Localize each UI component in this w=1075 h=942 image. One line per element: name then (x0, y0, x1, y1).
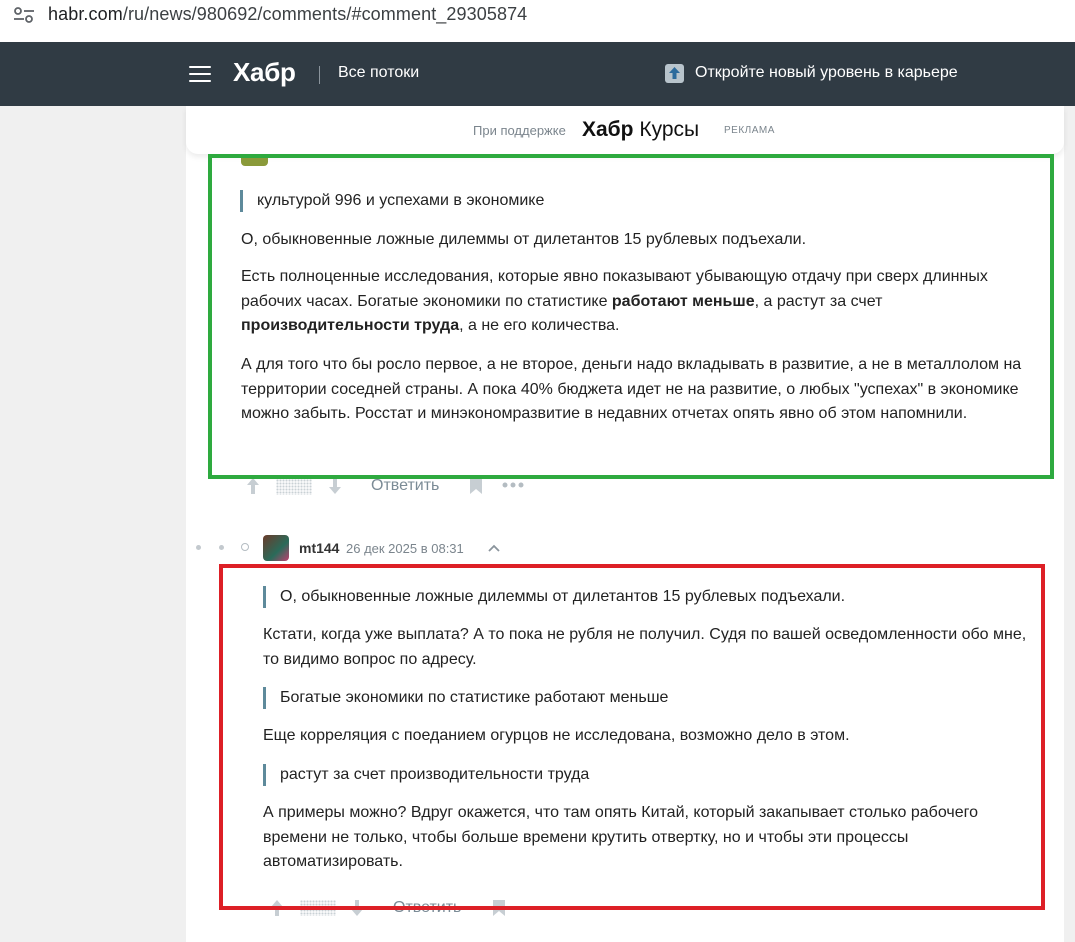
more-icon[interactable] (502, 482, 524, 488)
header-divider (319, 66, 320, 84)
bookmark-icon[interactable] (469, 477, 483, 495)
url-host: habr.com (48, 4, 123, 24)
habr-logo[interactable]: Хабр (233, 57, 296, 87)
comment-quote: О, обыкновенные ложные дилеммы от дилетантов 15 рублевых подъехали. (263, 586, 845, 608)
sponsor-label: При поддержке (473, 123, 566, 138)
url-text[interactable] (48, 4, 527, 25)
site-header (0, 42, 1075, 106)
highlight-green-box (208, 154, 1054, 479)
score-placeholder (276, 479, 312, 495)
comment-author[interactable]: mt144 (299, 540, 340, 556)
reply-button[interactable]: Ответить (393, 899, 462, 916)
all-flows-link[interactable]: Все потоки (338, 64, 420, 81)
chevron-up-icon[interactable] (487, 543, 501, 553)
downvote-icon[interactable] (328, 477, 342, 495)
browser-address-bar[interactable] (0, 0, 1075, 42)
upvote-icon[interactable] (246, 477, 260, 495)
comment-quote: культурой 996 и успехами в экономике (240, 190, 544, 212)
comment-paragraph: Еще корреляция с поеданием огурцов не исследована, возможно дело в этом. (263, 727, 850, 744)
url-path: /ru/news/980692/comments/#comment_29305874 (122, 4, 528, 24)
comment-paragraph: Кстати, когда уже выплата? А то пока не рубля не получил. Судя по вашей осведомленности обо мне, то видимо вопрос по адресу. (263, 626, 1027, 668)
comment-timestamp[interactable]: 26 дек 2025 в 08:31 (346, 541, 464, 556)
reply-button[interactable]: Ответить (371, 477, 440, 494)
ad-label: РЕКЛАМА (724, 125, 775, 136)
site-settings-icon[interactable] (12, 6, 36, 24)
comment-paragraph: Есть полноценные исследования, которые явно показывают убывающую отдачу при сверх длинных рабочих часах. Богатые экономики по статистике работают меньше, а растут за счет производительности труда, а не его количества. (241, 268, 988, 334)
arrow-up-icon[interactable] (665, 64, 684, 83)
comment-quote: Богатые экономики по статистике работают меньше (263, 687, 668, 709)
comment-quote: растут за счет производительности труда (263, 764, 589, 786)
comment-paragraph: О, обыкновенные ложные дилеммы от дилетантов 15 рублевых подъехали. (241, 231, 807, 248)
comment-paragraph: А примеры можно? Вдруг окажется, что там опять Китай, который закапывает столько рабочего времени не только, чтобы больше времени крутить отвертку, но и чтобы эти процессы автоматизировать. (263, 804, 978, 870)
habr-courses-logo[interactable]: Хабр Курсы (582, 118, 700, 141)
menu-icon[interactable] (189, 66, 211, 82)
avatar[interactable] (263, 535, 289, 561)
comment-paragraph: А для того что бы росло первое, а не второе, деньги надо вкладывать в развитие, а не в металлолом на территории соседней страны. А пока 40% бюджета идет не на развитие, о любых "успехах" в экономике можно забыть. Росстат и минэкономразвитие в недавних отчетах опять явно об этом напомнили. (241, 356, 1022, 422)
career-promo-link[interactable]: Откройте новый уровень в карьере (695, 64, 958, 81)
highlight-red-box (219, 564, 1045, 910)
